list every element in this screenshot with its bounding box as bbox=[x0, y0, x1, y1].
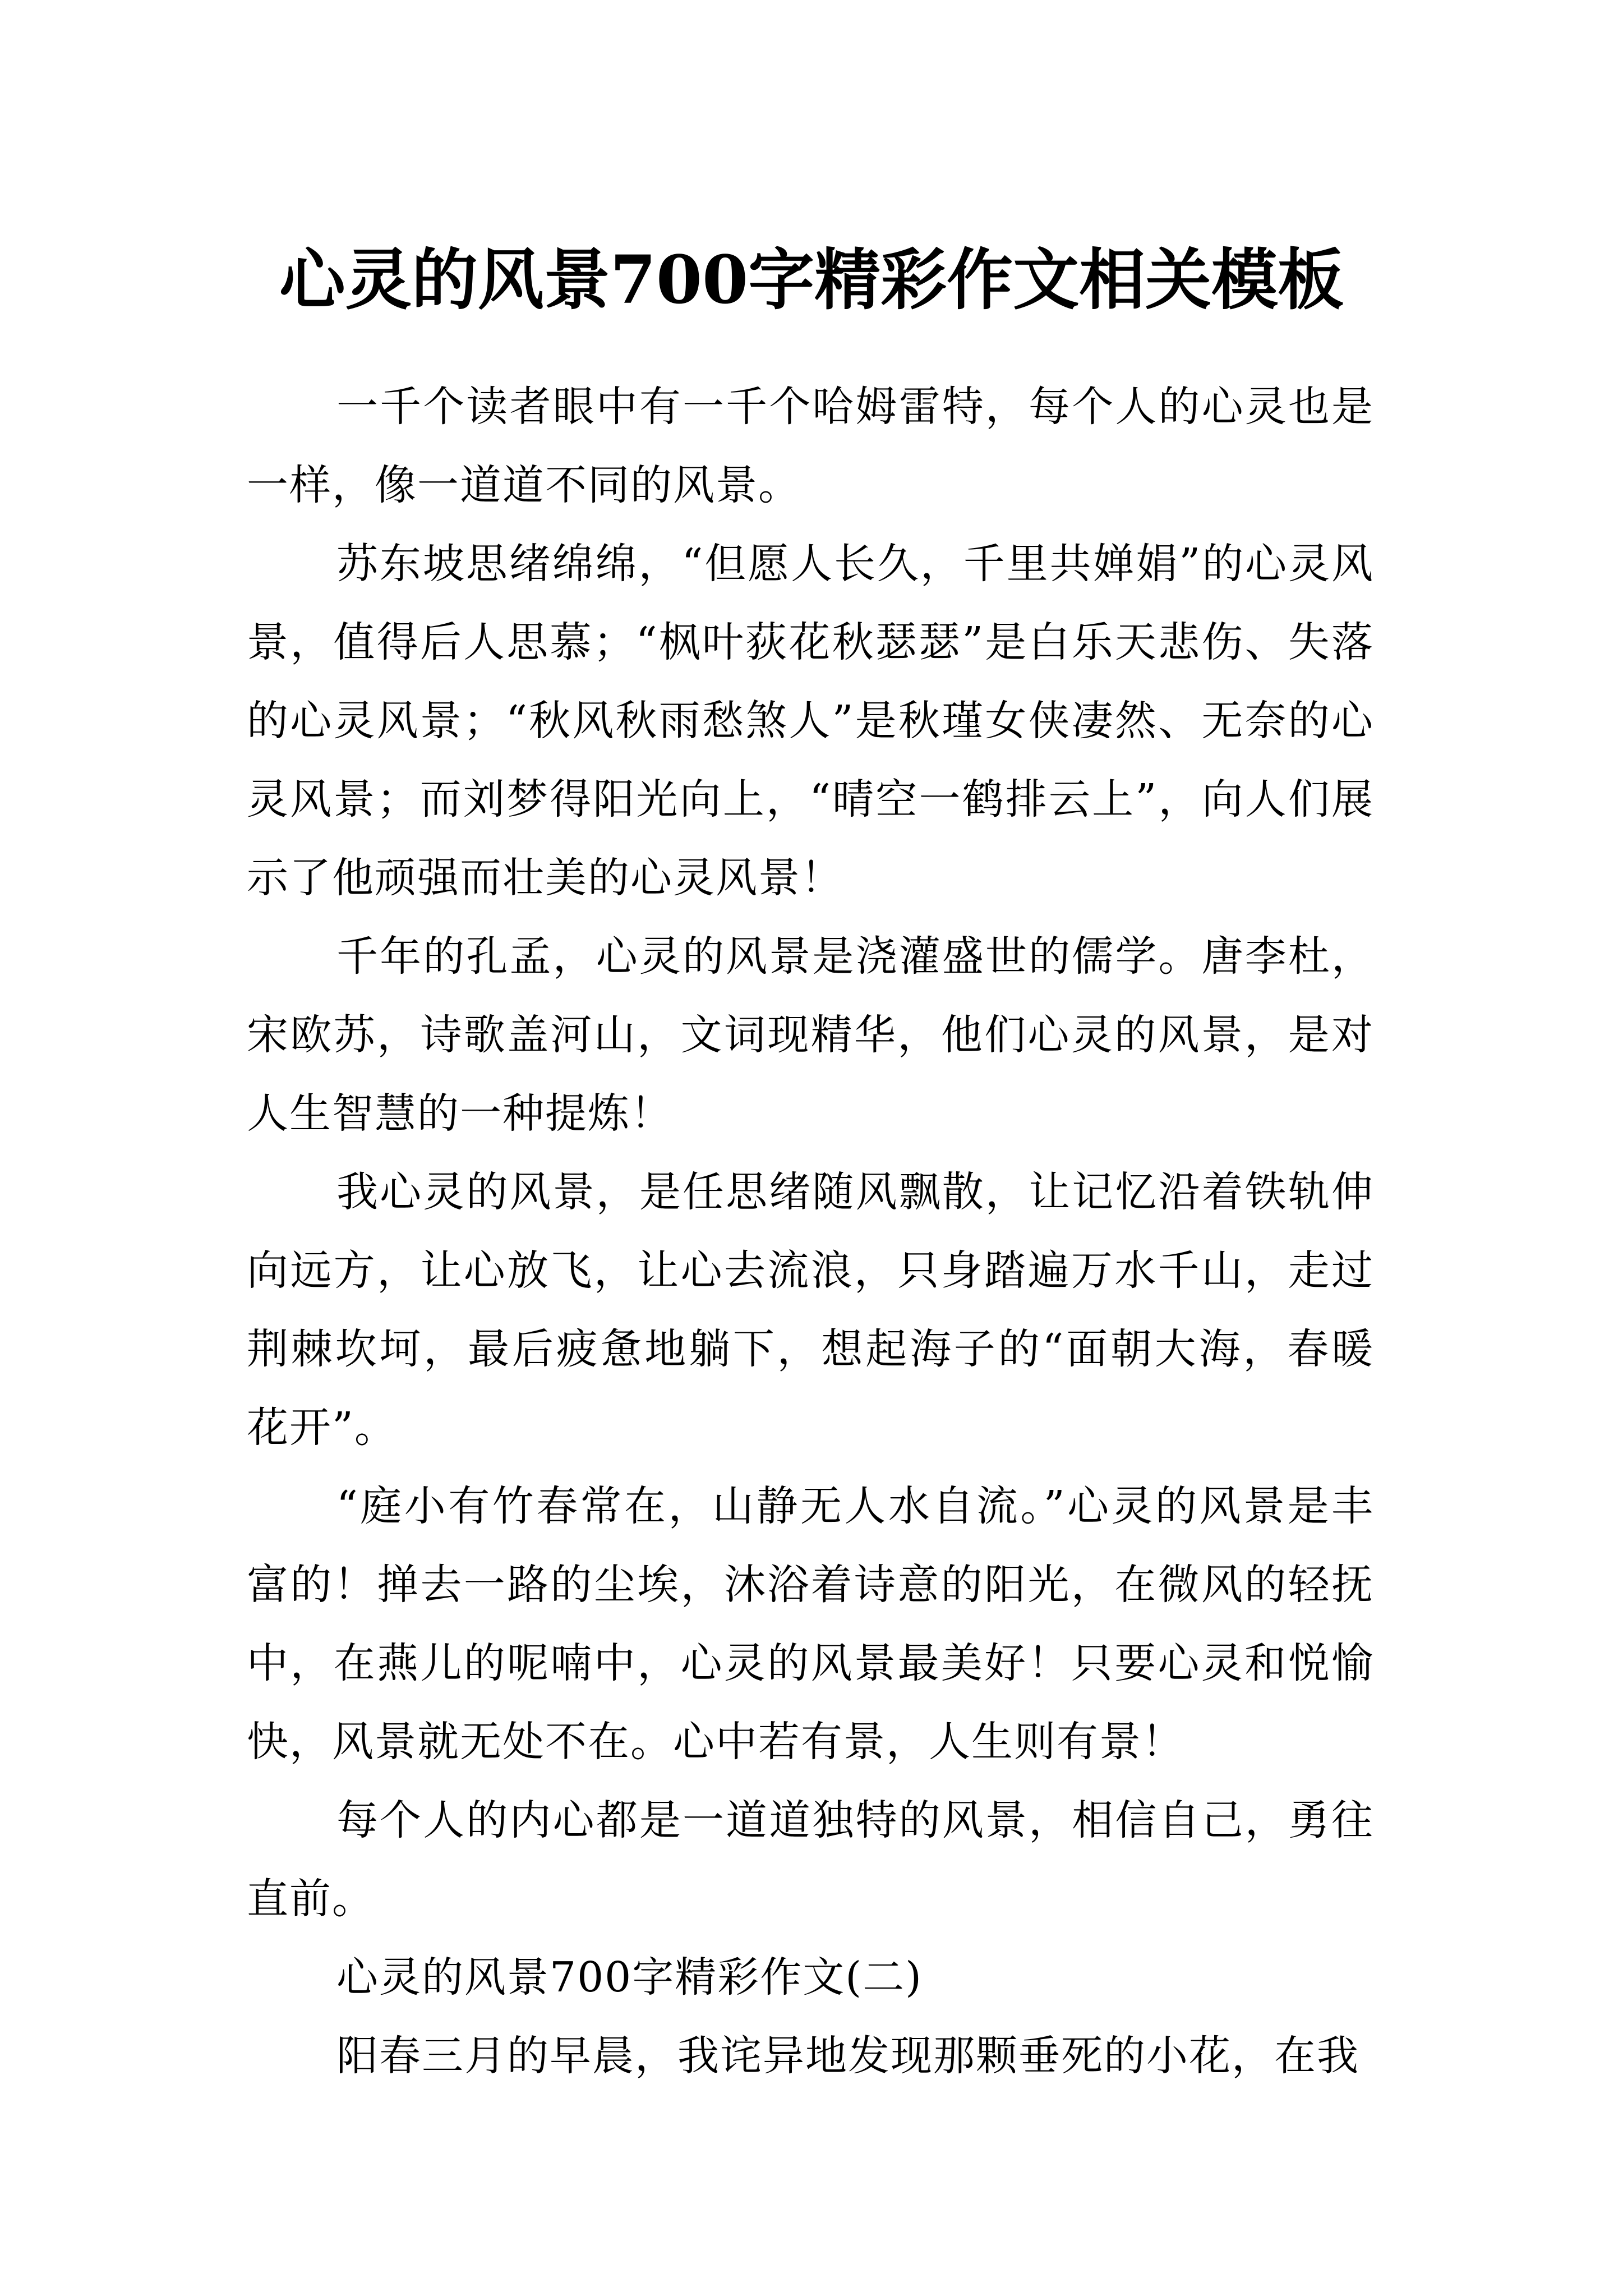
paragraph: 千年的孔孟，心灵的风景是浇灌盛世的儒学。唐李杜，宋欧苏，诗歌盖河山，文词现精华，他们心灵的风景，是对人生智慧的一种提炼！ bbox=[247, 932, 1374, 1138]
document-body bbox=[247, 367, 1374, 2095]
paragraph: 一千个读者眼中有一千个哈姆雷特，每个人的心灵也是一样，像一道道不同的风景。 bbox=[247, 383, 1374, 509]
paragraph: 阳春三月的早晨，我诧异地发现那颗垂死的小花，在我 bbox=[336, 2032, 1359, 2080]
paragraph: 苏东坡思绪绵绵，“但愿人长久，千里共婵娟”的心灵风景，值得后人思慕；“枫叶荻花秋瑟瑟”是白乐天悲伤、失落的心灵风景；“秋风秋雨愁煞人”是秋瑾女侠凄然、无奈的心灵风景；而刘梦得阳光向上，“晴空一鹤排云上”，向人们展示了他顽强而壮美的心灵风景！ bbox=[247, 540, 1374, 902]
paragraph: 每个人的内心都是一道道独特的风景，相信自己，勇往直前。 bbox=[247, 1796, 1374, 1923]
section-heading: 心灵的风景700字精彩作文(二) bbox=[336, 1953, 923, 2001]
paragraph: 我心灵的风景，是任思绪随风飘散，让记忆沿着铁轨伸向远方，让心放飞，让心去流浪，只身踏遍万水千山，走过荆棘坎坷，最后疲惫地躺下，想起海子的“面朝大海，春暖花开”。 bbox=[247, 1168, 1374, 1452]
document-title: 心灵的风景700字精彩作文相关模板 bbox=[279, 241, 1344, 319]
paragraph: “庭小有竹春常在，山静无人水自流。”心灵的风景是丰富的！掸去一路的尘埃，沐浴着诗意的阳光，在微风的轻抚中，在燕儿的呢喃中，心灵的风景最美好！只要心灵和悦愉快，风景就无处不在。心中若有景，人生则有景！ bbox=[247, 1482, 1374, 1766]
